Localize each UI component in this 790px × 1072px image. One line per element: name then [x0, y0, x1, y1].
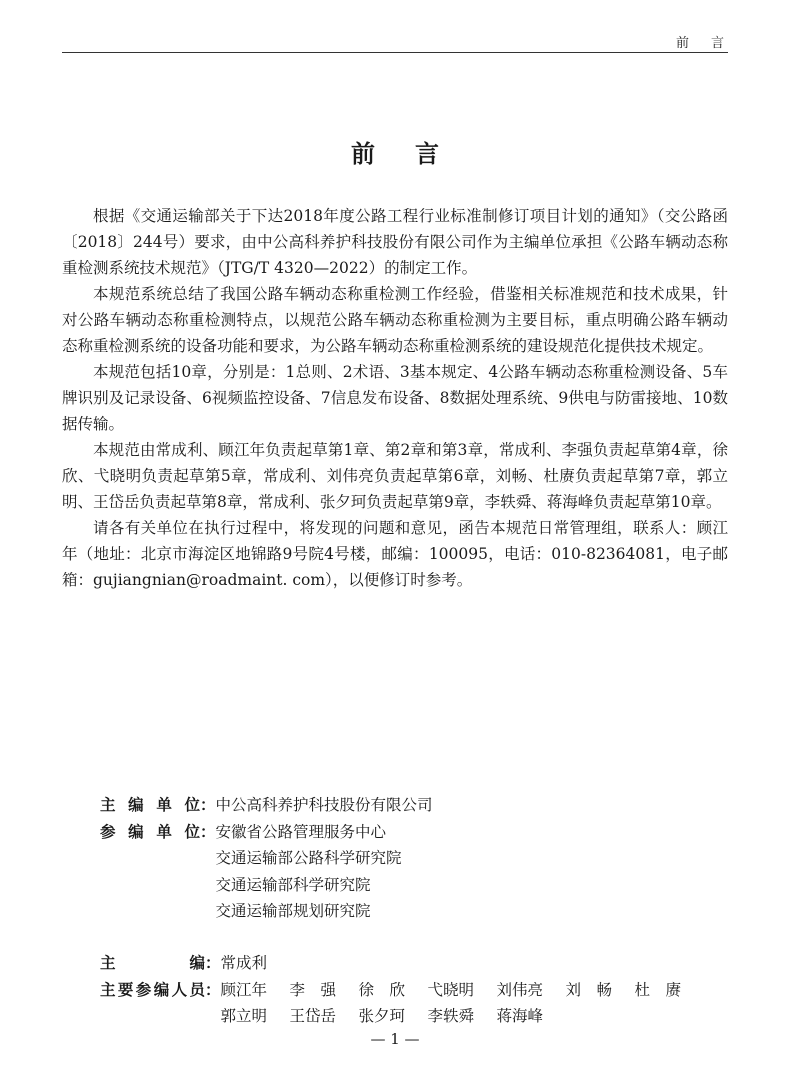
participant-name: 李 强 [289, 980, 337, 999]
paragraph-1: 根据《交通运输部关于下达2018年度公路工程行业标准制修订项目计划的通知》（交公路函〔2018〕244号）要求，由中公高科养护科技股份有限公司作为主编单位承担《公路车辆动态称重检测系统技术规范》（JTG/T 4320—2022）的制定工作。 [62, 207, 728, 277]
preface-body [62, 203, 728, 593]
chief-unit-value: 中公高科养护科技股份有限公司 [215, 796, 433, 814]
main-participants-row: 主要参编人员 ： 顾江年 李 强 徐 欣 弋晓明 刘伟亮 刘 畅 杜 赓 郭立明 王岱岳 张夕珂 李轶舜 蒋海峰 [100, 977, 704, 1030]
participating-unit: 交通运输部公路科学研究院 [215, 849, 402, 867]
running-title: 前言 [675, 36, 746, 51]
people-section [100, 950, 704, 1030]
participant-name: 刘 畅 [565, 980, 613, 999]
page-title: 前言 [351, 139, 479, 168]
participant-name: 李轶舜 [427, 1007, 475, 1025]
participant-name: 徐 欣 [358, 980, 406, 999]
participant-name: 郭立明 [220, 1007, 268, 1025]
chief-editor-value: 常成利 [220, 954, 268, 972]
chief-editor-label: 主编 [100, 953, 205, 972]
paragraph-3: 本规范包括10章，分别是：1总则、2术语、3基本规定、4公路车辆动态称重检测设备、5车牌识别及记录设备、6视频监控设备、7信息发布设备、8数据处理系统、9供电与防雷接地、10数据传输。 [62, 363, 728, 433]
participant-name: 刘伟亮 [496, 980, 544, 999]
participating-unit: 安徽省公路管理服务中心 [215, 822, 387, 841]
participating-units-list [216, 819, 402, 925]
paragraph-5: 请各有关单位在执行过程中，将发现的问题和意见，函告本规范日常管理组，联系人：顾江年（地址：北京市海淀区地锦路9号院4号楼，邮编：100095，电话：010-82364081，电子邮箱：gujiangnian@roadmaint. com），以便修订时参考。 [62, 519, 728, 589]
participating-units-row: 参编单位 ： 安徽省公路管理服务中心 交通运输部公路科学研究院 交通运输部科学研究院 交通运输部规划研究院 [100, 819, 433, 925]
main-participants-label: 主要参编人员 [100, 979, 205, 999]
paragraph-2: 本规范系统总结了我国公路车辆动态称重检测工作经验，借鉴相关标准规范和技术成果，针对公路车辆动态称重检测特点，以规范公路车辆动态称重检测为主要目标，重点明确公路车辆动态称重检测系统的设备功能和要求，为公路车辆动态称重检测系统的建设规范化提供技术规定。 [62, 285, 728, 355]
participant-name: 杜 赓 [634, 980, 682, 999]
chief-unit-row: 主编单位 ： 中公高科养护科技股份有限公司 [100, 792, 433, 819]
units-section [100, 792, 433, 925]
participant-name: 蒋海峰 [496, 1007, 544, 1025]
participating-units-label: 参编单位 [100, 821, 200, 841]
participant-name: 张夕珂 [358, 1007, 406, 1025]
participant-name: 王岱岳 [289, 1007, 337, 1025]
chief-editor-row: 主编 ： 常成利 [100, 950, 704, 977]
participant-name: 弋晓明 [427, 980, 475, 999]
running-header [62, 30, 746, 53]
page-number: — 1 — [370, 1030, 420, 1048]
participating-unit: 交通运输部规划研究院 [215, 902, 371, 920]
participating-unit: 交通运输部科学研究院 [215, 875, 371, 894]
participant-names [221, 977, 704, 1030]
participant-name: 顾江年 [220, 980, 268, 999]
chief-unit-label: 主编单位 [100, 795, 200, 814]
paragraph-4: 本规范由常成利、顾江年负责起草第1章、第2章和第3章，常成利、李强负责起草第4章，徐欣、弋晓明负责起草第5章，常成利、刘伟亮负责起草第6章，刘畅、杜赓负责起草第7章，郭立明、王岱岳负责起草第8章，常成利、张夕珂负责起草第9章，李轶舜、蒋海峰负责起草第10章。 [62, 441, 728, 511]
